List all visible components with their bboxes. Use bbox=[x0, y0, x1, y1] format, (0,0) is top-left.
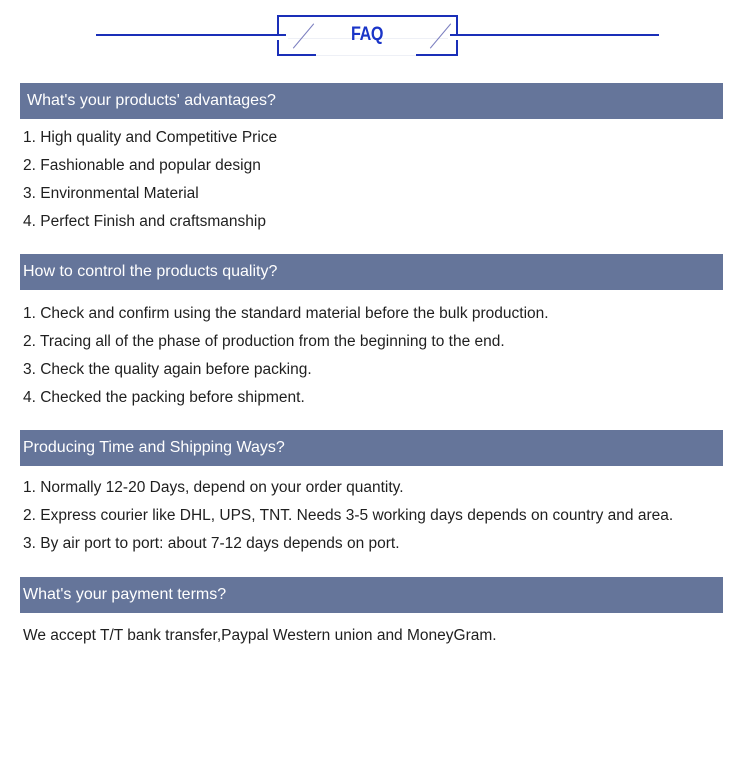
title-frame-left-upper bbox=[277, 15, 279, 34]
faq-question-bar bbox=[20, 254, 723, 290]
faq-question: What's your payment terms? bbox=[23, 586, 227, 603]
title-frame-right-upper bbox=[456, 15, 458, 34]
faq-answer-line: 3. Environmental Material bbox=[23, 185, 199, 202]
faq-question-bar bbox=[20, 430, 723, 466]
faq-answer-line: 2. Fashionable and popular design bbox=[23, 157, 261, 174]
faq-answer-line: 1. High quality and Competitive Price bbox=[23, 129, 278, 146]
faq-question: What's your products' advantages? bbox=[27, 92, 276, 109]
faq-answer-line: 2. Tracing all of the phase of production from the beginning to the end. bbox=[23, 333, 505, 350]
faq-title-banner bbox=[0, 0, 750, 70]
faq-question-bar bbox=[20, 83, 723, 119]
faq-answer-line: 1. Normally 12-20 Days, depend on your order quantity. bbox=[23, 479, 404, 496]
faq-answer-line: 3. By air port to port: about 7-12 days depends on port. bbox=[23, 535, 400, 552]
faq-question: Producing Time and Shipping Ways? bbox=[23, 439, 285, 456]
faq-answer-line: 4. Perfect Finish and craftsmanship bbox=[23, 213, 266, 230]
faq-answer-line: 1. Check and confirm using the standard material before the bulk production. bbox=[23, 305, 549, 322]
title-rule-left bbox=[96, 34, 286, 36]
title-frame-bottom-right bbox=[416, 54, 458, 56]
title-frame-bottom-left bbox=[277, 54, 316, 56]
faq-question: How to control the products quality? bbox=[23, 263, 278, 280]
title-frame-top bbox=[277, 15, 458, 17]
page-title: FAQ bbox=[351, 24, 383, 45]
decorative-slash-icon bbox=[430, 23, 451, 48]
faq-answer-line: 2. Express courier like DHL, UPS, TNT. Needs 3-5 working days depends on country and area. bbox=[23, 507, 674, 524]
faq-answer-line: 3. Check the quality again before packing. bbox=[23, 361, 312, 378]
title-rule-right bbox=[450, 34, 659, 36]
title-frame-bottom-shadow bbox=[316, 55, 416, 56]
decorative-slash-icon bbox=[293, 23, 314, 48]
faq-answer-line: We accept T/T bank transfer,Paypal Western union and MoneyGram. bbox=[23, 627, 497, 644]
faq-question-bar bbox=[20, 577, 723, 613]
faq-answer-line: 4. Checked the packing before shipment. bbox=[23, 389, 305, 406]
